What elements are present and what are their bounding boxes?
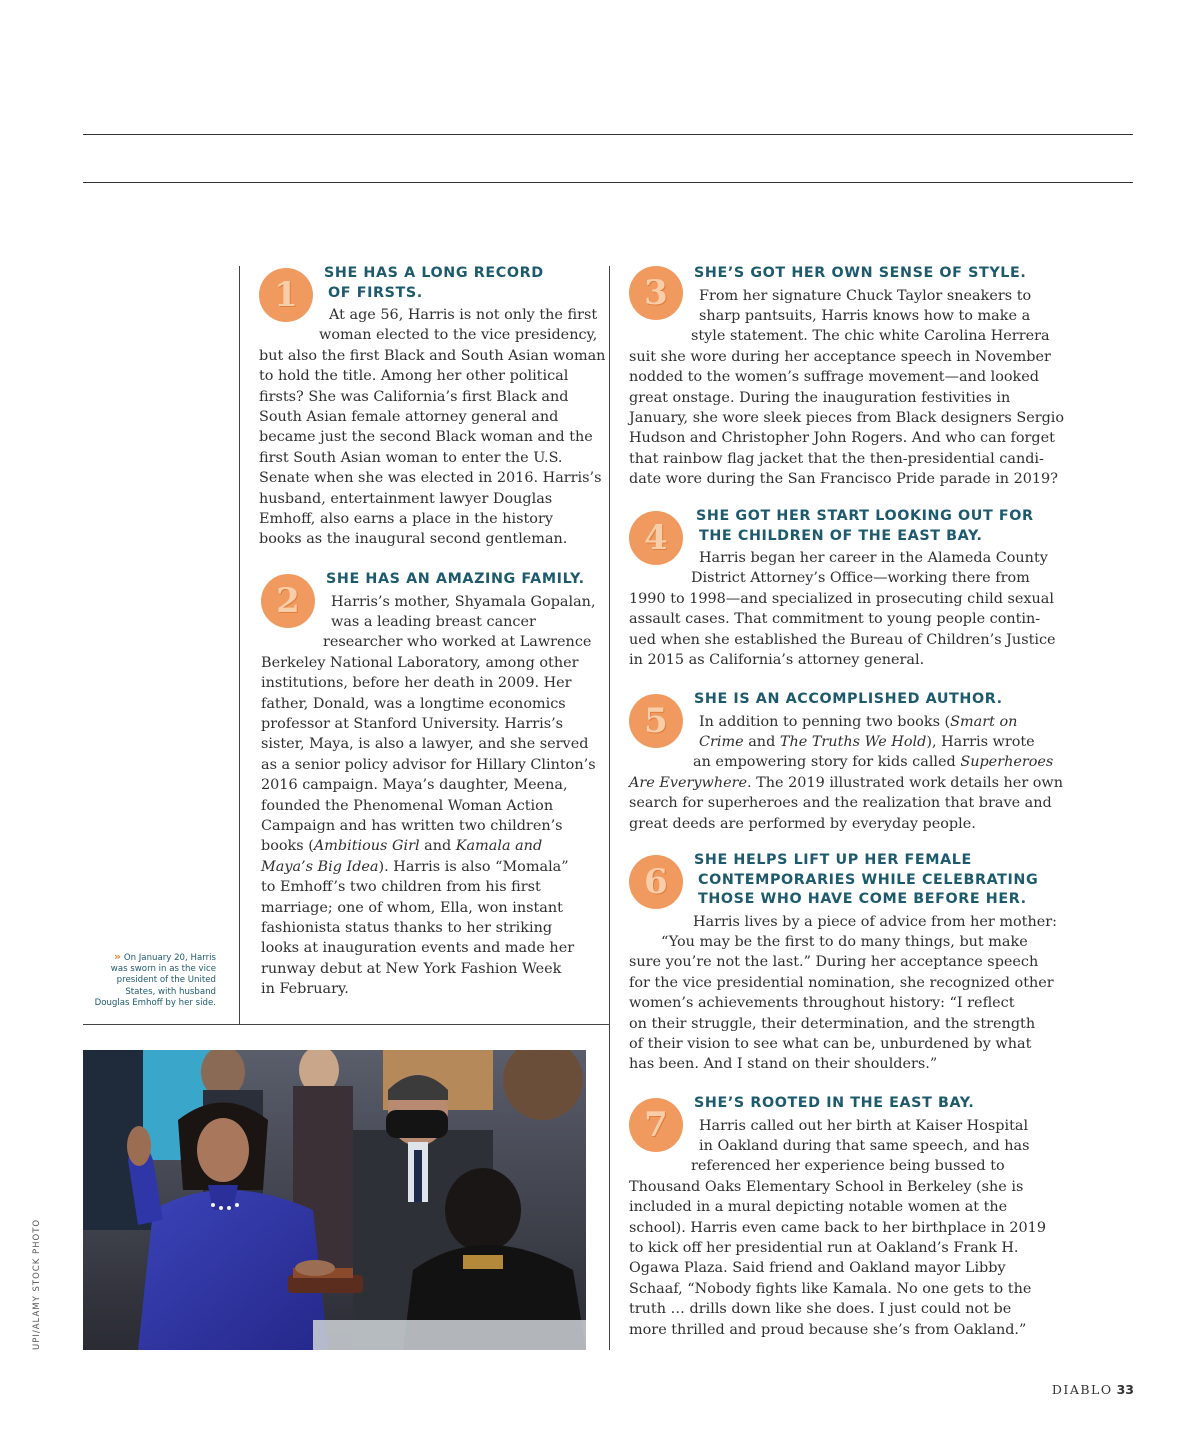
photo-top-rule xyxy=(83,1024,609,1025)
body-line: father, Donald, was a longtime economics xyxy=(261,695,566,712)
body-line: Ogawa Plaza. Said friend and Oakland mayor Libby xyxy=(629,1260,1006,1277)
body-line: South Asian female attorney general and xyxy=(259,409,559,426)
heading-line: SHE’S ROOTED IN THE EAST BAY. xyxy=(694,1095,975,1111)
publication-name: DIABLO xyxy=(1051,1382,1113,1397)
body-line: has been. And I stand on their shoulders.” xyxy=(629,1056,938,1073)
body-line xyxy=(629,773,1069,793)
heading-line: SHE’S GOT HER OWN SENSE OF STYLE. xyxy=(694,265,1027,281)
item-body xyxy=(629,548,1069,670)
number-badge xyxy=(629,855,683,909)
item-body xyxy=(629,286,1069,490)
body-line xyxy=(261,857,601,877)
item-heading xyxy=(326,570,601,590)
body-line: assault cases. That commitment to young people contin- xyxy=(629,611,1041,628)
book-title: Crime xyxy=(699,733,744,750)
number-badge xyxy=(629,694,683,748)
body-line: Berkeley National Laboratory, among other xyxy=(261,654,579,671)
item-3 xyxy=(629,264,1069,490)
number-badge xyxy=(261,574,315,628)
body-line: Harris lives by a piece of advice from her mother: xyxy=(693,913,1057,930)
book-title: Are Everywhere xyxy=(629,774,748,791)
item-heading xyxy=(694,1094,1069,1114)
body-line: for the vice presidential nomination, she recognized other xyxy=(629,974,1054,991)
chevron-right-icon: » xyxy=(113,950,122,963)
body-line: “You may be the first to do many things, but make xyxy=(661,933,1028,950)
item-body xyxy=(259,305,606,550)
item-heading xyxy=(694,264,1069,284)
item-1 xyxy=(259,264,606,550)
body-line: Schaaf, “Nobody fights like Kamala. No one gets to the xyxy=(629,1280,1032,1297)
body-line xyxy=(261,836,601,856)
body-line: At age 56, Harris is not only the first xyxy=(329,307,598,323)
caption-line: On January 20, Harris xyxy=(123,953,216,963)
number-label: 2 xyxy=(276,581,300,621)
text-run: and xyxy=(743,733,780,750)
body-line: Emhoff, also earns a place in the history xyxy=(259,511,553,528)
left-column-divider xyxy=(239,266,240,1024)
heading-line: SHE IS AN ACCOMPLISHED AUTHOR. xyxy=(694,691,1003,707)
item-2 xyxy=(261,570,601,1000)
photo-caption xyxy=(86,951,216,1009)
heading-line: THOSE WHO HAVE COME BEFORE HER. xyxy=(698,891,1027,907)
book-title: Ambitious Girl xyxy=(313,838,420,855)
number-label: 4 xyxy=(644,518,668,558)
number-badge xyxy=(629,511,683,565)
number-label: 3 xyxy=(644,273,668,313)
heading-line: SHE GOT HER START LOOKING OUT FOR xyxy=(696,508,1034,524)
body-line: sure you’re not the last.” During her acceptance speech xyxy=(629,954,1039,971)
body-line xyxy=(629,752,1069,772)
number-badge xyxy=(629,266,683,320)
text-run: an empowering story for kids called xyxy=(693,754,961,771)
item-7 xyxy=(629,1094,1069,1340)
body-line: runway debut at New York Fashion Week xyxy=(261,960,562,977)
body-line: Harris’s mother, Shyamala Gopalan, xyxy=(331,593,596,610)
body-line: sharp pantsuits, Harris knows how to make a xyxy=(699,307,1031,324)
text-run: and xyxy=(419,838,456,855)
body-line: firsts? She was California’s first Black and xyxy=(259,388,569,405)
body-line: but also the first Black and South Asian woman xyxy=(259,347,606,364)
body-line: style statement. The chic white Carolina Herrera xyxy=(691,328,1050,345)
book-title: Smart on xyxy=(950,713,1018,730)
photo-illustration xyxy=(83,1050,586,1350)
number-label: 6 xyxy=(644,862,668,902)
item-heading xyxy=(694,690,1069,710)
body-line: great deeds are performed by everyday people. xyxy=(629,815,976,832)
body-line: fashionista status thanks to her striking xyxy=(261,920,553,936)
body-line: looks at inauguration events and made her xyxy=(261,940,575,957)
body-line: date wore during the San Francisco Pride parade in 2019? xyxy=(629,471,1058,488)
caption-line: was sworn in as the vice xyxy=(110,964,216,975)
body-line: sister, Maya, is also a lawyer, and she served xyxy=(261,736,589,753)
body-line: husband, entertainment lawyer Douglas xyxy=(259,490,553,507)
number-badge xyxy=(629,1098,683,1152)
body-line: books as the inaugural second gentleman. xyxy=(259,531,568,548)
body-line: first South Asian woman to enter the U.S. xyxy=(259,449,563,466)
number-label: 1 xyxy=(274,275,298,315)
body-line: great onstage. During the inauguration festivities in xyxy=(629,389,1011,406)
body-line: nodded to the women’s suffrage movement—and looked xyxy=(629,369,1039,386)
item-body xyxy=(629,912,1069,1075)
body-line: woman elected to the vice presidency, xyxy=(319,327,598,344)
heading-line: SHE HAS A LONG RECORD xyxy=(324,265,544,281)
heading-line: OF FIRSTS. xyxy=(328,284,423,301)
second-rule xyxy=(83,182,1133,183)
item-4 xyxy=(629,507,1069,670)
top-rule xyxy=(83,134,1133,135)
body-line: in February. xyxy=(261,981,349,998)
body-line: in Oakland during that same speech, and has xyxy=(699,1137,1030,1154)
body-line: ued when she established the Bureau of Children’s Justice xyxy=(629,631,1056,648)
caption-line: Douglas Emhoff by her side. xyxy=(94,997,216,1008)
item-body xyxy=(629,1116,1069,1340)
body-line: search for superheroes and the realization that brave and xyxy=(629,795,1052,812)
body-line: researcher who worked at Lawrence xyxy=(323,634,592,651)
body-line: as a senior policy advisor for Hillary Clinton’s xyxy=(261,756,596,773)
book-title: Kamala and xyxy=(455,838,543,855)
text-run: books ( xyxy=(261,838,314,855)
body-line: suit she wore during her acceptance speech in November xyxy=(629,348,1051,365)
heading-line: SHE HELPS LIFT UP HER FEMALE xyxy=(694,852,972,868)
item-6 xyxy=(629,851,1069,1075)
heading-line: SHE HAS AN AMAZING FAMILY. xyxy=(326,571,585,587)
body-line xyxy=(629,732,1069,752)
page-number: 33 xyxy=(1116,1382,1134,1397)
body-line: was a leading breast cancer xyxy=(331,613,536,630)
item-body xyxy=(261,592,601,1000)
body-line: included in a mural depicting notable women at the xyxy=(629,1199,1008,1216)
body-line: to Emhoff’s two children from his first xyxy=(261,879,541,896)
book-title: The Truths We Hold xyxy=(779,733,927,750)
body-line: January, she wore sleek pieces from Black designers Sergio xyxy=(629,409,1065,426)
body-line: truth … drills down like she does. I just could not be xyxy=(629,1301,1012,1318)
body-line: District Attorney’s Office—working there from xyxy=(691,570,1030,587)
body-line: Thousand Oaks Elementary School in Berkeley (she is xyxy=(629,1178,1024,1195)
center-column-divider xyxy=(609,266,610,1350)
book-title: Superheroes xyxy=(960,754,1054,771)
item-heading xyxy=(694,851,1069,910)
body-line: From her signature Chuck Taylor sneakers to xyxy=(699,287,1032,304)
body-line: in 2015 as California’s attorney general. xyxy=(629,652,925,669)
number-label: 5 xyxy=(644,701,668,741)
body-line: Hudson and Christopher John Rogers. And who can forget xyxy=(629,430,1055,447)
body-line: Harris began her career in the Alameda County xyxy=(699,550,1048,566)
text-run: . The 2019 illustrated work details her own xyxy=(747,774,1064,791)
body-line: Harris called out her birth at Kaiser Hospital xyxy=(699,1117,1029,1134)
body-line: 2016 campaign. Maya’s daughter, Meena, xyxy=(261,777,568,794)
body-line: more thrilled and proud because she’s from Oakland.” xyxy=(629,1321,1027,1338)
heading-line: THE CHILDREN OF THE EAST BAY. xyxy=(699,527,983,544)
text-run: ), Harris wrote xyxy=(926,733,1035,750)
number-badge xyxy=(259,268,313,322)
caption-line: States, with husband xyxy=(125,986,216,997)
body-line: professor at Stanford University. Harris’s xyxy=(261,715,564,732)
body-line: referenced her experience being bussed to xyxy=(691,1158,1005,1175)
page-folio xyxy=(1052,1382,1134,1397)
body-line: institutions, before her death in 2009. Her xyxy=(261,675,572,692)
body-line: Senate when she was elected in 2016. Harris’s xyxy=(259,470,602,487)
item-heading xyxy=(324,264,599,303)
heading-line: CONTEMPORARIES WHILE CELEBRATING xyxy=(698,871,1039,888)
item-5 xyxy=(629,690,1069,834)
body-line: on their struggle, their determination, and the strength xyxy=(629,1015,1036,1032)
body-line xyxy=(629,712,1069,732)
item-body xyxy=(629,712,1069,834)
photo-credit: UPI/ALAMY STOCK PHOTO xyxy=(32,1218,42,1350)
text-run: ). Harris is also “Momala” xyxy=(378,858,569,875)
item-heading xyxy=(696,507,1069,546)
book-title: Maya’s Big Idea xyxy=(261,858,379,875)
body-line: became just the second Black woman and the xyxy=(259,429,593,446)
body-line: to hold the title. Among her other political xyxy=(259,368,569,385)
body-line: founded the Phenomenal Woman Action xyxy=(261,797,554,814)
caption-line: president of the United xyxy=(116,975,216,986)
body-line: 1990 to 1998—and specialized in prosecuting child sexual xyxy=(629,590,1054,607)
body-line: marriage; one of whom, Ella, won instant xyxy=(261,899,563,916)
inauguration-photo xyxy=(83,1050,586,1350)
body-line: women’s achievements throughout history: “I reflect xyxy=(629,995,1015,1012)
body-line: to kick off her presidential run at Oakland’s Frank H. xyxy=(629,1239,1019,1256)
body-line: that rainbow flag jacket that the then-presidential candi- xyxy=(629,450,1044,467)
body-line: of their vision to see what can be, unburdened by what xyxy=(629,1035,1032,1052)
number-label: 7 xyxy=(644,1105,668,1145)
body-line: school). Harris even came back to her birthplace in 2019 xyxy=(629,1219,1046,1236)
text-run: In addition to penning two books ( xyxy=(699,713,951,730)
body-line: Campaign and has written two children’s xyxy=(261,817,563,834)
